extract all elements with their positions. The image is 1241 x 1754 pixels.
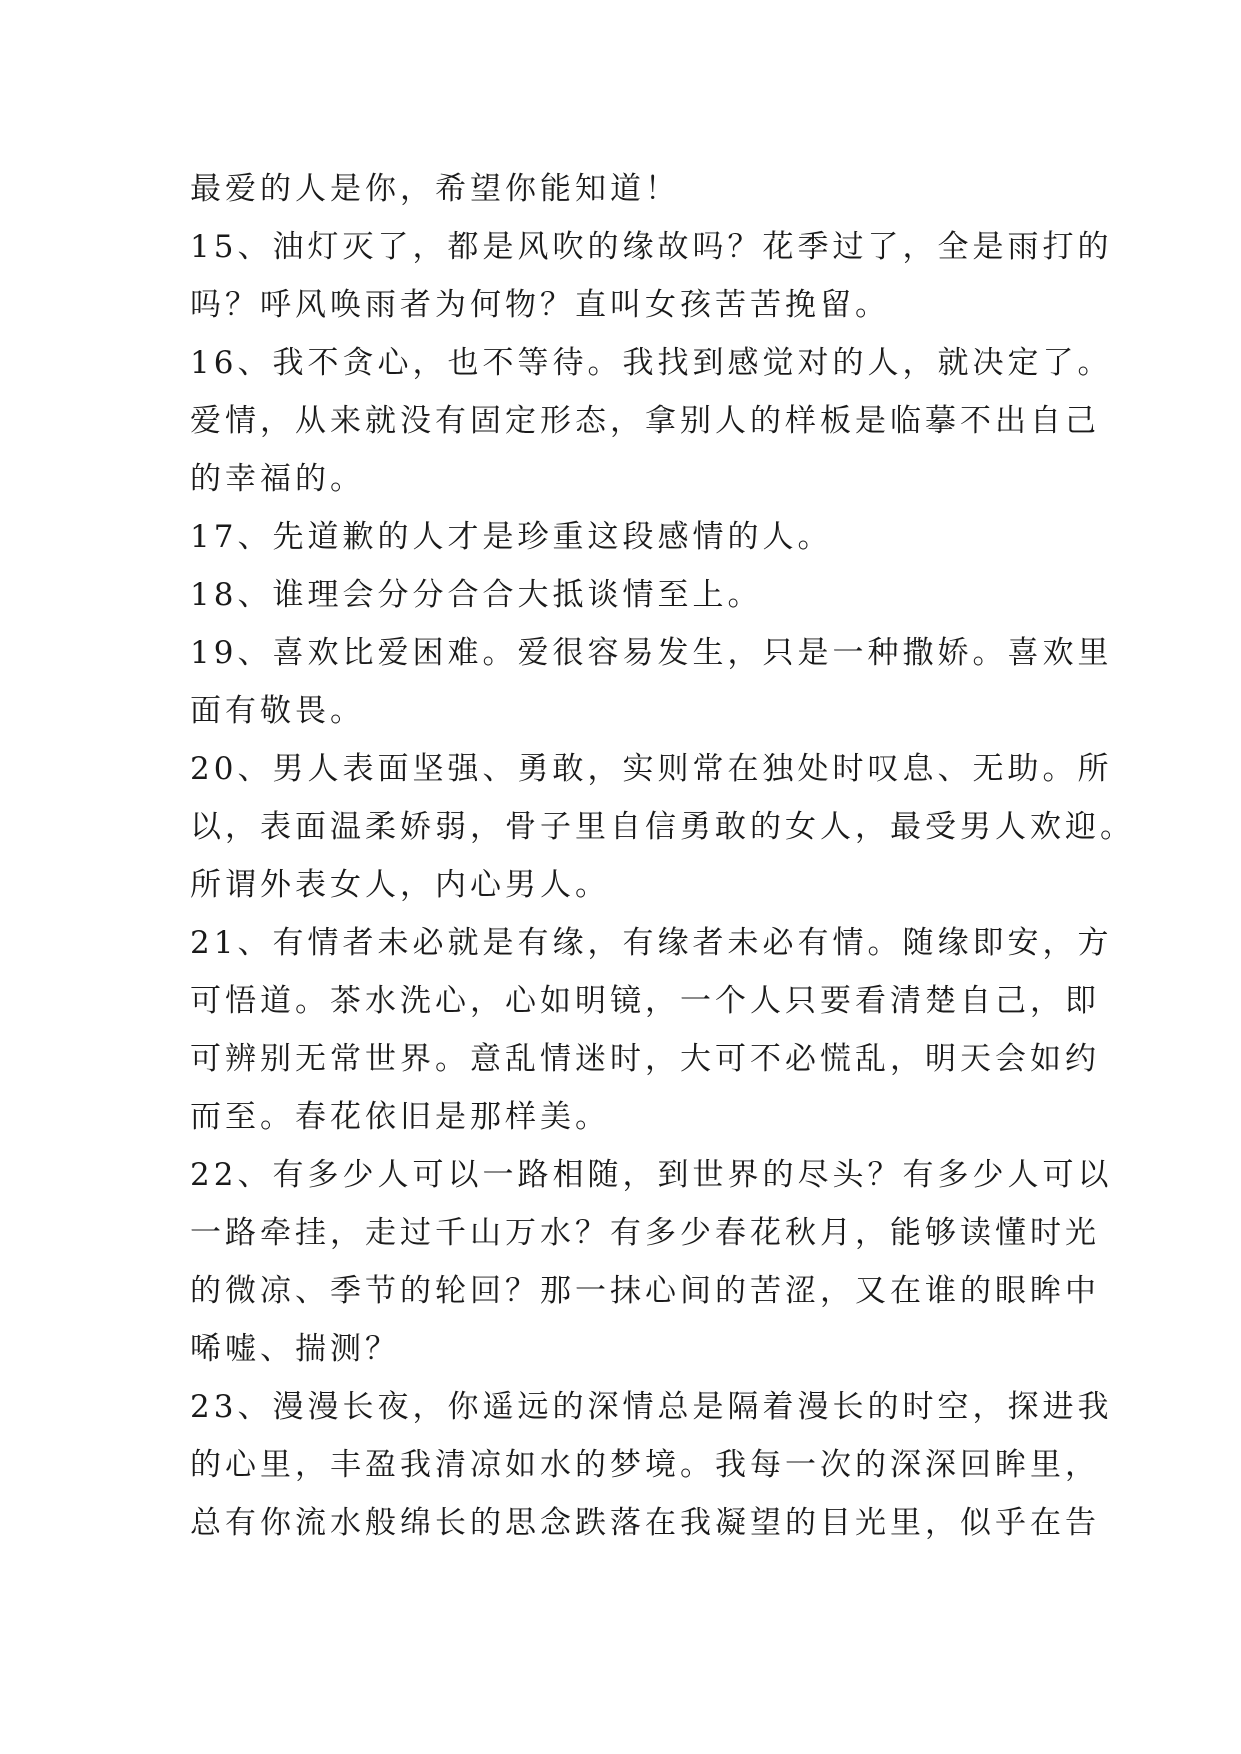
text-line: 总有你流水般绵长的思念跌落在我凝望的目光里，似乎在告 (190, 1505, 1100, 1541)
text-line: 18、谁理会分分合合大抵谈情至上。 (190, 577, 763, 613)
text-line: 17、先道歉的人才是珍重这段感情的人。 (190, 519, 833, 555)
text-line: 以，表面温柔娇弱，骨子里自信勇敢的女人，最受男人欢迎。 (190, 809, 1135, 845)
text-line: 吗？呼风唤雨者为何物？直叫女孩苦苦挽留。 (190, 287, 890, 323)
text-line: 20、男人表面坚强、勇敢，实则常在独处时叹息、无助。所 (190, 751, 1113, 787)
text-line: 19、喜欢比爱困难。爱很容易发生，只是一种撒娇。喜欢里 (190, 635, 1113, 671)
text-line: 而至。春花依旧是那样美。 (190, 1099, 610, 1135)
text-line: 的幸福的。 (190, 461, 365, 497)
text-line: 22、有多少人可以一路相随，到世界的尽头？有多少人可以 (190, 1157, 1113, 1193)
text-line: 的心里，丰盈我清凉如水的梦境。我每一次的深深回眸里， (190, 1447, 1100, 1483)
text-line: 15、油灯灭了，都是风吹的缘故吗？花季过了，全是雨打的 (190, 229, 1113, 265)
text-line: 16、我不贪心，也不等待。我找到感觉对的人，就决定了。 (190, 345, 1113, 381)
text-line: 可辨别无常世界。意乱情迷时，大可不必慌乱，明天会如约 (190, 1041, 1100, 1077)
text-line: 的微凉、季节的轮回？那一抹心间的苦涩，又在谁的眼眸中 (190, 1273, 1100, 1309)
text-line: 唏嘘、揣测？ (190, 1331, 400, 1367)
document-body (190, 160, 1135, 1552)
text-line: 爱情，从来就没有固定形态，拿别人的样板是临摹不出自己 (190, 403, 1100, 439)
text-line: 一路牵挂，走过千山万水？有多少春花秋月，能够读懂时光 (190, 1215, 1100, 1251)
text-line: 最爱的人是你，希望你能知道！ (190, 171, 680, 207)
text-line: 21、有情者未必就是有缘，有缘者未必有情。随缘即安，方 (190, 925, 1113, 961)
text-line: 所谓外表女人，内心男人。 (190, 867, 610, 903)
text-line: 面有敬畏。 (190, 693, 365, 729)
text-line: 可悟道。茶水洗心，心如明镜，一个人只要看清楚自己，即 (190, 983, 1100, 1019)
text-line: 23、漫漫长夜，你遥远的深情总是隔着漫长的时空，探进我 (190, 1389, 1113, 1425)
